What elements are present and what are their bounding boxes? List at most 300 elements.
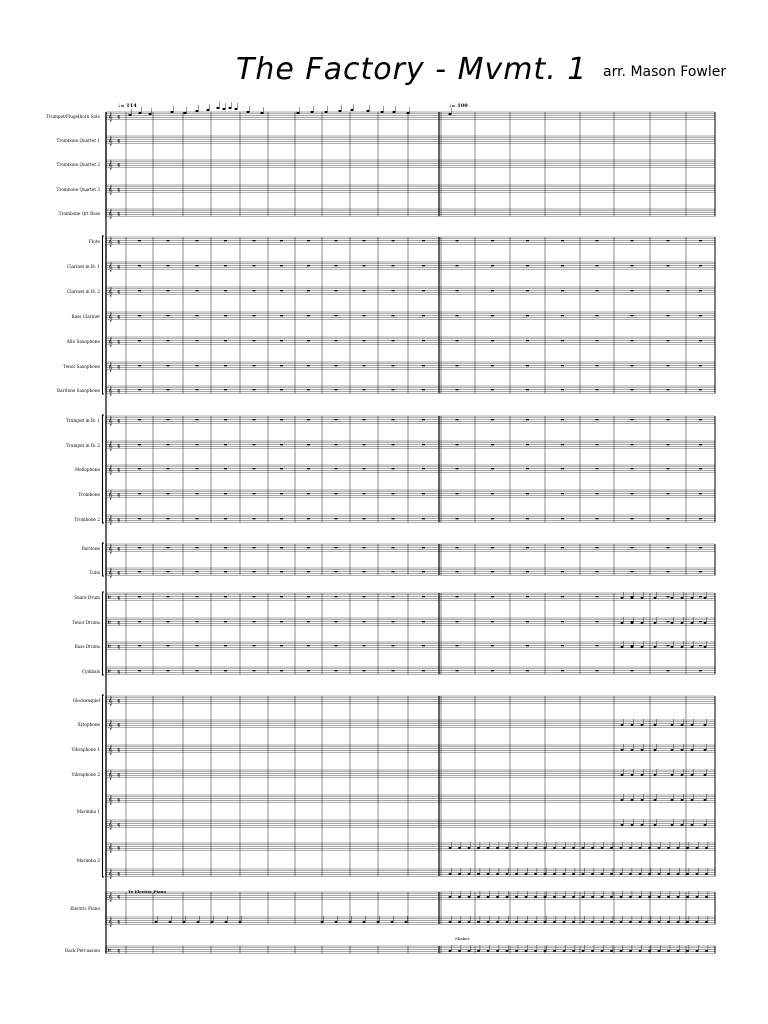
whole-rest xyxy=(596,340,599,341)
whole-rest xyxy=(526,389,529,390)
note-head xyxy=(350,109,353,111)
whole-rest xyxy=(596,419,599,420)
note-head xyxy=(544,950,547,952)
note-head xyxy=(610,847,613,849)
whole-rest xyxy=(167,547,170,548)
note-head xyxy=(515,950,518,952)
instrument-label: Bass Clarinet xyxy=(71,313,100,319)
whole-rest xyxy=(699,265,702,266)
note-head xyxy=(667,873,670,875)
arranger-credit: arr. Mason Fowler xyxy=(603,64,727,80)
clef-key-signature: 𝄞 xyxy=(108,209,113,218)
note-head xyxy=(534,896,537,898)
time-signature: 4 xyxy=(117,596,121,602)
note-head xyxy=(468,896,471,898)
note-head xyxy=(648,873,651,875)
time-signature: 4 xyxy=(117,723,121,729)
note-head xyxy=(601,950,604,952)
note-head xyxy=(553,896,556,898)
note-head xyxy=(468,847,471,849)
note-head xyxy=(310,111,313,113)
whole-rest xyxy=(224,621,227,622)
note-head xyxy=(671,824,674,826)
whole-rest xyxy=(307,315,310,316)
note-head xyxy=(621,774,624,776)
whole-rest xyxy=(335,670,338,671)
whole-rest xyxy=(422,419,425,420)
whole-rest xyxy=(596,468,599,469)
whole-rest xyxy=(699,315,702,316)
instrument-label: Trumpet/Flugelhorn Solo xyxy=(46,113,100,119)
note-head xyxy=(458,873,461,875)
whole-rest xyxy=(392,468,395,469)
whole-rest xyxy=(491,468,494,469)
note-head xyxy=(671,774,674,776)
instrument-label: Trumpet in B♭ 1 xyxy=(65,417,100,423)
note-head xyxy=(296,112,299,114)
note-head xyxy=(211,921,214,923)
note-head xyxy=(648,896,651,898)
note-head xyxy=(654,824,657,826)
note-head xyxy=(534,847,537,849)
whole-rest xyxy=(138,290,141,291)
time-signature: 4 xyxy=(117,444,121,450)
whole-rest xyxy=(699,340,702,341)
whole-rest xyxy=(667,365,670,366)
note-head xyxy=(704,774,707,776)
note-head xyxy=(629,847,632,849)
whole-rest xyxy=(363,444,366,445)
note-head xyxy=(667,896,670,898)
whole-rest xyxy=(526,365,529,366)
note-head xyxy=(534,873,537,875)
whole-rest xyxy=(196,547,199,548)
whole-rest xyxy=(224,596,227,597)
whole-rest xyxy=(363,389,366,390)
whole-rest xyxy=(167,571,170,572)
time-signature: 4 xyxy=(117,493,121,499)
note-head xyxy=(239,921,242,923)
note-head xyxy=(677,950,680,952)
note-head xyxy=(654,622,657,624)
note-head xyxy=(691,622,694,624)
note-head xyxy=(704,622,707,624)
note-head xyxy=(671,597,674,599)
note-head xyxy=(686,873,689,875)
note-head xyxy=(225,921,228,923)
whole-rest xyxy=(422,265,425,266)
clef-key-signature: 𝄞 xyxy=(108,262,113,271)
note-head xyxy=(169,921,172,923)
note-head xyxy=(641,799,644,801)
clef-key-signature: 𝄞 xyxy=(108,696,113,705)
whole-rest xyxy=(699,389,702,390)
note-head xyxy=(128,114,131,116)
whole-rest xyxy=(280,389,283,390)
whole-rest xyxy=(392,240,395,241)
whole-rest xyxy=(667,340,670,341)
note-head xyxy=(216,107,219,109)
whole-rest xyxy=(363,621,366,622)
note-head xyxy=(458,847,461,849)
whole-rest xyxy=(422,547,425,548)
whole-rest xyxy=(167,444,170,445)
whole-rest xyxy=(138,547,141,548)
note-head xyxy=(506,873,509,875)
note-head xyxy=(206,109,209,111)
whole-rest xyxy=(307,340,310,341)
note-head xyxy=(629,950,632,952)
whole-rest xyxy=(526,265,529,266)
whole-rest xyxy=(224,340,227,341)
note-head xyxy=(704,597,707,599)
clef-key-signature: 𝄞 xyxy=(108,770,113,779)
whole-rest xyxy=(167,596,170,597)
note-head xyxy=(654,646,657,648)
note-head xyxy=(641,597,644,599)
whole-rest xyxy=(699,240,702,241)
whole-rest xyxy=(526,571,529,572)
whole-rest xyxy=(335,596,338,597)
note-head xyxy=(681,622,684,624)
note-head xyxy=(553,847,556,849)
note-head xyxy=(487,921,490,923)
whole-rest xyxy=(196,493,199,494)
whole-rest xyxy=(280,340,283,341)
whole-rest xyxy=(422,389,425,390)
whole-rest xyxy=(280,645,283,646)
whole-rest xyxy=(196,670,199,671)
note-head xyxy=(324,111,327,113)
whole-rest xyxy=(596,290,599,291)
whole-rest xyxy=(307,365,310,366)
whole-rest xyxy=(526,645,529,646)
note-head xyxy=(260,112,263,114)
whole-rest xyxy=(422,290,425,291)
whole-rest xyxy=(167,493,170,494)
whole-rest xyxy=(596,240,599,241)
clef-key-signature: 𝄞 xyxy=(108,917,113,926)
whole-rest xyxy=(280,596,283,597)
note-head xyxy=(691,774,694,776)
whole-rest xyxy=(456,468,459,469)
whole-rest xyxy=(491,596,494,597)
note-head xyxy=(648,847,651,849)
whole-rest xyxy=(491,315,494,316)
instrument-label: Vibraphone 2 xyxy=(71,771,100,777)
note-head xyxy=(553,873,556,875)
whole-rest xyxy=(491,389,494,390)
whole-rest xyxy=(307,419,310,420)
whole-rest xyxy=(253,670,256,671)
note-head xyxy=(705,921,708,923)
clef-key-signature: 𝄞 xyxy=(108,568,113,577)
note-head xyxy=(681,749,684,751)
note-head xyxy=(658,921,661,923)
time-signature: 4 xyxy=(117,265,121,271)
clef-key-signature: 𝄞 xyxy=(108,795,113,804)
whole-rest xyxy=(491,444,494,445)
whole-rest xyxy=(363,365,366,366)
note-head xyxy=(641,749,644,751)
note-head xyxy=(572,896,575,898)
whole-rest xyxy=(253,290,256,291)
clef-key-signature: 𝄥 xyxy=(108,642,111,651)
whole-rest xyxy=(561,670,564,671)
note-head xyxy=(654,724,657,726)
whole-rest xyxy=(138,468,141,469)
time-signature: 4 xyxy=(117,389,121,395)
whole-rest xyxy=(667,571,670,572)
whole-rest xyxy=(392,340,395,341)
note-head xyxy=(620,950,623,952)
clef-key-signature: 𝄞 xyxy=(108,544,113,553)
time-signature: 4 xyxy=(117,621,121,627)
time-signature: 4 xyxy=(117,699,121,705)
note-head xyxy=(629,896,632,898)
whole-rest xyxy=(422,315,425,316)
whole-rest xyxy=(167,468,170,469)
whole-rest xyxy=(224,571,227,572)
whole-rest xyxy=(392,670,395,671)
instrument-label: Trombone Quartet 3 xyxy=(56,186,100,192)
note-head xyxy=(582,896,585,898)
note-head xyxy=(671,749,674,751)
whole-rest xyxy=(596,571,599,572)
whole-rest xyxy=(196,419,199,420)
note-head xyxy=(667,921,670,923)
note-head xyxy=(631,646,634,648)
whole-rest xyxy=(596,493,599,494)
instrument-label: Baritone xyxy=(81,545,100,551)
time-signature: 4 xyxy=(117,920,121,926)
note-head xyxy=(487,950,490,952)
instrument-label: Trombone xyxy=(78,491,100,497)
whole-rest xyxy=(280,670,283,671)
whole-rest xyxy=(667,444,670,445)
whole-rest xyxy=(138,240,141,241)
whole-rest xyxy=(631,340,634,341)
note-head xyxy=(601,896,604,898)
whole-rest xyxy=(224,240,227,241)
whole-rest xyxy=(224,419,227,420)
whole-rest xyxy=(335,621,338,622)
whole-rest xyxy=(253,596,256,597)
clef-key-signature: 𝄥 xyxy=(108,667,111,676)
whole-rest xyxy=(561,389,564,390)
whole-rest xyxy=(456,670,459,671)
instrument-label: Marimba 1 xyxy=(76,809,100,814)
time-signature: 4 xyxy=(117,468,121,474)
note-head xyxy=(496,847,499,849)
whole-rest xyxy=(561,621,564,622)
whole-rest xyxy=(667,645,670,646)
note-head xyxy=(405,921,408,923)
note-head xyxy=(195,110,198,112)
whole-rest xyxy=(526,444,529,445)
time-signature: 4 xyxy=(117,365,121,371)
time-signature: 4 xyxy=(117,798,121,804)
whole-rest xyxy=(167,419,170,420)
whole-rest xyxy=(631,419,634,420)
whole-rest xyxy=(456,444,459,445)
whole-rest xyxy=(253,518,256,519)
clef-key-signature: 𝄞 xyxy=(108,287,113,296)
time-signature: 4 xyxy=(117,188,121,194)
whole-rest xyxy=(422,493,425,494)
whole-rest xyxy=(631,547,634,548)
whole-rest xyxy=(631,444,634,445)
note-head xyxy=(681,824,684,826)
whole-rest xyxy=(526,290,529,291)
note-head xyxy=(631,622,634,624)
whole-rest xyxy=(196,265,199,266)
whole-rest xyxy=(196,621,199,622)
whole-rest xyxy=(196,365,199,366)
whole-rest xyxy=(335,493,338,494)
time-signature: 4 xyxy=(117,872,121,878)
note-head xyxy=(544,847,547,849)
instrument-label: Clarinet in B♭ 1 xyxy=(67,263,100,269)
whole-rest xyxy=(667,493,670,494)
note-head xyxy=(691,799,694,801)
whole-rest xyxy=(526,419,529,420)
whole-rest xyxy=(138,419,141,420)
note-head xyxy=(658,950,661,952)
whole-rest xyxy=(561,645,564,646)
note-head xyxy=(704,724,707,726)
clef-key-signature: 𝄞 xyxy=(108,416,113,425)
note-head xyxy=(380,111,383,113)
note-head xyxy=(704,824,707,826)
note-head xyxy=(572,847,575,849)
whole-rest xyxy=(363,468,366,469)
note-head xyxy=(677,921,680,923)
note-head xyxy=(691,724,694,726)
whole-rest xyxy=(363,670,366,671)
note-head xyxy=(686,847,689,849)
note-head xyxy=(629,921,632,923)
note-head xyxy=(553,921,556,923)
whole-rest xyxy=(667,265,670,266)
whole-rest xyxy=(167,389,170,390)
whole-rest xyxy=(491,547,494,548)
note-head xyxy=(696,896,699,898)
time-signature: 4 xyxy=(117,773,121,779)
instrument-label: Trombone Quartet 1 xyxy=(56,137,100,143)
whole-rest xyxy=(196,518,199,519)
time-signature: 4 xyxy=(117,315,121,321)
whole-rest xyxy=(631,265,634,266)
whole-rest xyxy=(307,571,310,572)
note-head xyxy=(363,921,366,923)
time-signature: 4 xyxy=(117,571,121,577)
clef-key-signature: 𝄞 xyxy=(108,892,113,901)
whole-rest xyxy=(167,365,170,366)
note-head xyxy=(170,111,173,113)
note-head xyxy=(654,597,657,599)
instrument-label: Tenor Saxophone xyxy=(63,363,100,369)
note-head xyxy=(654,799,657,801)
whole-rest xyxy=(596,265,599,266)
whole-rest xyxy=(631,518,634,519)
whole-rest xyxy=(253,493,256,494)
whole-rest xyxy=(596,518,599,519)
whole-rest xyxy=(491,645,494,646)
whole-rest xyxy=(253,468,256,469)
whole-rest xyxy=(699,493,702,494)
whole-rest xyxy=(667,547,670,548)
clef-key-signature: 𝄞 xyxy=(108,312,113,321)
whole-rest xyxy=(335,518,338,519)
whole-rest xyxy=(335,340,338,341)
whole-rest xyxy=(307,265,310,266)
whole-rest xyxy=(561,290,564,291)
whole-rest xyxy=(699,419,702,420)
whole-rest xyxy=(196,290,199,291)
whole-rest xyxy=(224,290,227,291)
clef-key-signature: 𝄞 xyxy=(108,386,113,395)
tempo-marking-2: ♩= 100 xyxy=(449,103,468,109)
note-head xyxy=(525,873,528,875)
note-head xyxy=(704,799,707,801)
instrument-label: Glockenspiel xyxy=(72,697,100,703)
note-head xyxy=(681,597,684,599)
note-head xyxy=(563,896,566,898)
note-head xyxy=(691,749,694,751)
note-head xyxy=(696,847,699,849)
note-head xyxy=(677,847,680,849)
note-head xyxy=(591,950,594,952)
note-head xyxy=(468,921,471,923)
whole-rest xyxy=(699,365,702,366)
note-head xyxy=(591,847,594,849)
clef-key-signature: 𝄥 xyxy=(108,593,111,602)
whole-rest xyxy=(491,365,494,366)
whole-rest xyxy=(491,340,494,341)
time-signature: 4 xyxy=(117,290,121,296)
note-head xyxy=(686,921,689,923)
note-head xyxy=(525,847,528,849)
whole-rest xyxy=(253,621,256,622)
note-head xyxy=(496,950,499,952)
note-head xyxy=(631,799,634,801)
whole-rest xyxy=(335,365,338,366)
whole-rest xyxy=(253,444,256,445)
whole-rest xyxy=(491,290,494,291)
whole-rest xyxy=(456,621,459,622)
whole-rest xyxy=(456,571,459,572)
note-head xyxy=(458,921,461,923)
whole-rest xyxy=(392,265,395,266)
whole-rest xyxy=(280,444,283,445)
note-head xyxy=(705,873,708,875)
whole-rest xyxy=(307,645,310,646)
note-head xyxy=(487,873,490,875)
whole-rest xyxy=(138,645,141,646)
note-head xyxy=(506,921,509,923)
whole-rest xyxy=(253,315,256,316)
whole-rest xyxy=(699,571,702,572)
note-head xyxy=(448,113,451,115)
note-head xyxy=(563,847,566,849)
note-head xyxy=(572,950,575,952)
note-head xyxy=(639,921,642,923)
note-head xyxy=(621,824,624,826)
whole-rest xyxy=(561,518,564,519)
note-head xyxy=(696,873,699,875)
note-head xyxy=(496,873,499,875)
